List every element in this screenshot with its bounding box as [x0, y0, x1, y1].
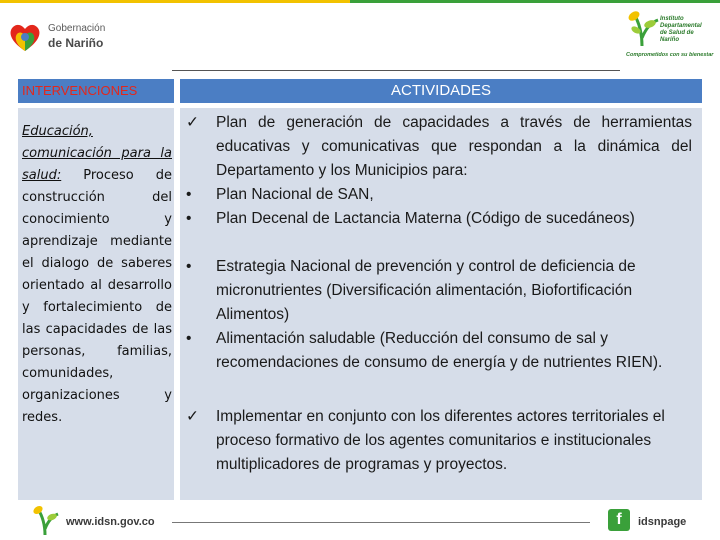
activity-item: [186, 405, 692, 477]
idsn-logo-line3: de Salud de Nariño: [660, 30, 694, 43]
header-intervenciones: INTERVENCIONES: [18, 79, 174, 103]
footer: [0, 500, 720, 540]
activity-text: Plan de generación de capacidades a través de herramientas educativas y comunicativas que respondan a la dinámica del Departamento y los Municipios para:: [216, 114, 692, 179]
top-color-stripe: [0, 0, 720, 6]
facebook-handle[interactable]: idsnpage: [638, 516, 687, 528]
facebook-icon[interactable]: f: [608, 509, 630, 531]
activity-item: [186, 327, 692, 375]
footer-divider: [172, 522, 590, 523]
activity-item: [186, 111, 692, 183]
bullet-icon: •: [186, 258, 192, 275]
activity-item: [186, 183, 692, 207]
activity-text: Alimentación saludable (Reducción del consumo de sal y recomendaciones de consumo de energía y de nutrientes RIEN).: [216, 330, 663, 371]
gobernacion-line2: de Nariño: [48, 36, 104, 50]
idsn-logo-line1: Instituto: [660, 16, 684, 22]
checkmark-icon: ✓: [186, 408, 199, 425]
bullet-icon: •: [186, 330, 192, 347]
idsn-logo: [622, 8, 714, 60]
activity-item: [186, 207, 692, 231]
header-actividades: ACTIVIDADES: [180, 79, 702, 103]
intervencion-description: Proceso de construcción del conocimiento y aprendizaje mediante el dialogo de saberes orientado al desarrollo y fortalecimiento de las capacidades de las personas, familias, comunidades, organizaciones y redes.: [22, 168, 172, 425]
intervencion-text: [22, 121, 172, 429]
checkmark-icon: ✓: [186, 114, 199, 131]
intervencion-title: Educación, comunicación para la salud:: [22, 124, 172, 183]
activity-text: Plan Decenal de Lactancia Materna (Código de sucedáneos): [216, 210, 635, 227]
heart-logo-icon: [6, 20, 44, 54]
gobernacion-logo: [6, 20, 116, 54]
idsn-logo-line2: Departamental: [660, 23, 702, 29]
activity-text: Implementar en conjunto con los diferentes actores territoriales el proceso formativo de los agentes comunitarios e institucionales multiplicadores de programas y proyectos.: [216, 408, 665, 473]
header-divider: [172, 70, 620, 71]
activity-text: Estrategia Nacional de prevención y control de deficiencia de micronutrientes (Diversificación alimentación, Biofortificación Alimentos): [216, 258, 636, 323]
idsn-plant-logo-icon: [624, 8, 660, 48]
activity-item: [186, 255, 692, 327]
website-link[interactable]: www.idsn.gov.co: [66, 516, 155, 528]
bullet-icon: •: [186, 186, 192, 203]
bullet-icon: •: [186, 210, 192, 227]
idsn-logo-tagline: Comprometidos con su bienestar: [626, 52, 714, 58]
gobernacion-line1: Gobernación: [48, 23, 106, 34]
idsn-mini-logo-icon: [30, 503, 60, 537]
activity-text: Plan Nacional de SAN,: [216, 186, 374, 203]
